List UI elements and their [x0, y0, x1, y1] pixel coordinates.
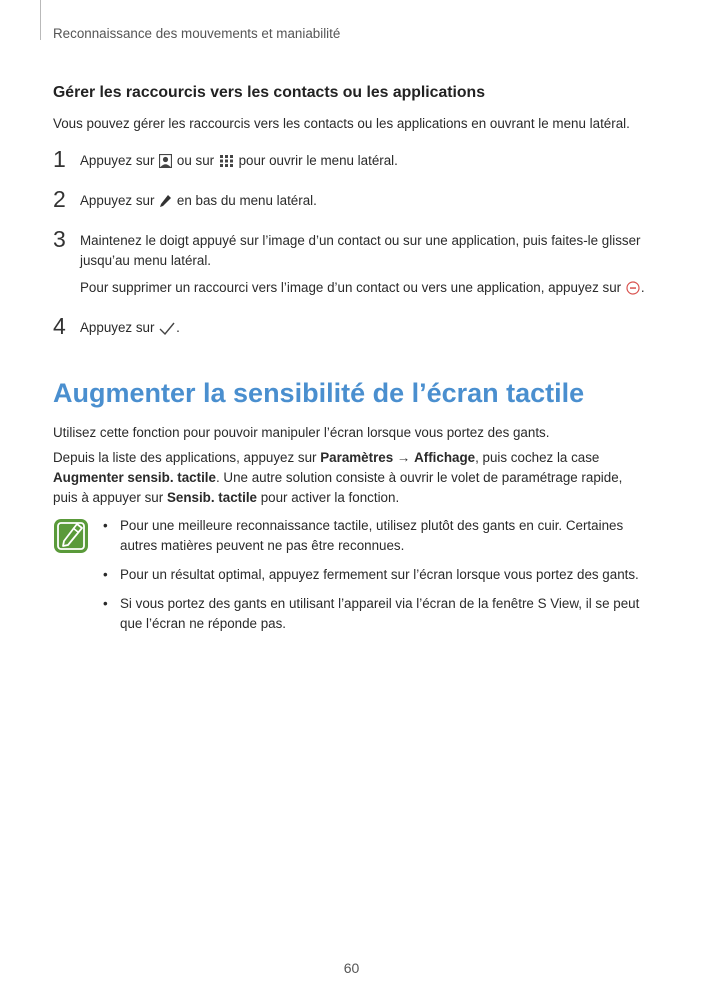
check-icon [159, 321, 175, 341]
page-number: 60 [343, 960, 360, 976]
step-3-subnote: Pour supprimer un raccourci vers l’image d’un contact ou vers une application, appuyez sur . [80, 278, 660, 301]
note-icon [53, 518, 89, 554]
step-2-text: Appuyez sur en bas du menu latéral. [80, 191, 660, 214]
running-header: Reconnaissance des mouvements et maniabilité [53, 26, 341, 41]
display-label: Affichage [414, 450, 476, 465]
note-item: • Pour un résultat optimal, appuyez fermement sur l’écran lorsque vous portez des gants. [103, 567, 639, 582]
shortcuts-intro: Vous pouvez gérer les raccourcis vers les contacts ou les applications en ouvrant le menu latéral. [53, 116, 630, 131]
apps-grid-icon [219, 154, 234, 174]
note-item: • Pour une meilleure reconnaissance tactile, utilisez plutôt des gants en cuir. Certaines autres matières peuvent ne pas être reconnues. [103, 518, 624, 553]
settings-label: Paramètres [320, 450, 394, 465]
sensitivity-intro: Utilisez cette fonction pour pouvoir manipuler l’écran lorsque vous portez des gants. [53, 425, 550, 440]
pencil-icon [159, 194, 172, 214]
remove-icon [626, 281, 640, 301]
contact-icon [159, 154, 172, 174]
header-rule [40, 0, 41, 40]
sensitivity-heading: Augmenter la sensibilité de l’écran tactile [53, 378, 585, 408]
step-3-number: 3 [53, 226, 66, 252]
touch-sensitivity-label: Sensib. tactile [166, 490, 257, 505]
step-4-number: 4 [53, 313, 66, 339]
note-list [103, 516, 653, 643]
shortcuts-heading: Gérer les raccourcis vers les contacts ou les applications [53, 84, 485, 101]
step-4-text: Appuyez sur . [80, 318, 660, 341]
note-item: • Si vous portez des gants en utilisant l’appareil via l’écran de la fenêtre S View, il se peut que l’écran ne réponde pas. [103, 596, 640, 631]
increase-sensitivity-label: Augmenter sensib. tactile [53, 470, 216, 485]
step-2-number: 2 [53, 186, 66, 212]
sensitivity-instructions: Depuis la liste des applications, appuyez sur Paramètres → Affichage, puis cochez la case Augmenter sensib. tactile. Une autre solution consiste à ouvrir le volet de paramétrage rapide, puis à appuyer sur Sensib. tactile pour activer la fonction. [53, 450, 623, 505]
step-1-text: Appuyez sur ou sur pour ouvrir le menu latéral. [80, 151, 660, 174]
step-1-number: 1 [53, 146, 66, 172]
step-3-text: Maintenez le doigt appuyé sur l’image d’un contact ou sur une application, puis faites-le glisser jusqu’au menu latéral. [80, 233, 641, 268]
